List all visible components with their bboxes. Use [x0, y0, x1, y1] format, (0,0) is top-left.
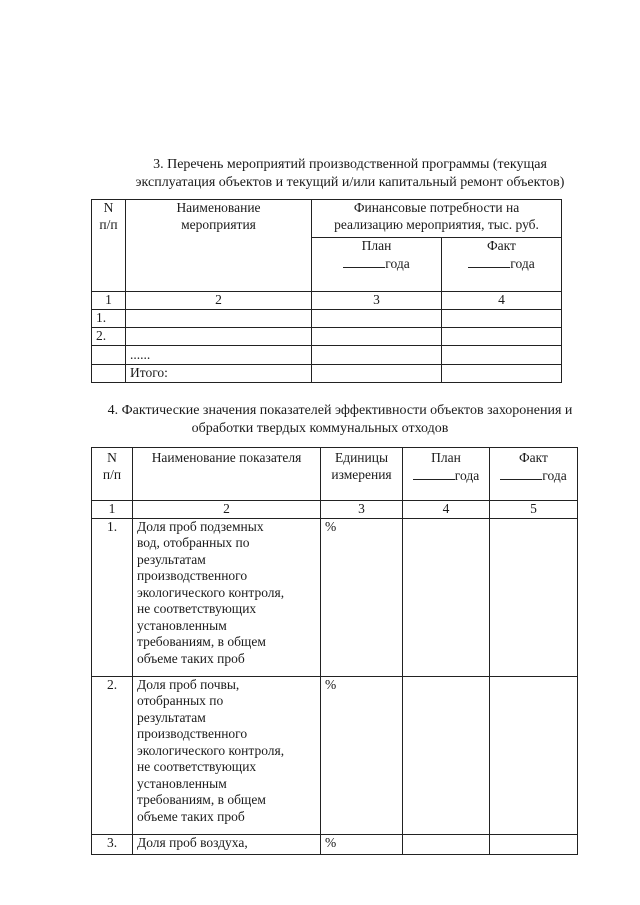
section4-title	[40, 402, 640, 438]
s3-header-financial: Финансовые потребности на реализацию мероприятия, тыс. руб.	[312, 200, 562, 238]
s3-col-number-row	[92, 292, 562, 310]
table-row	[92, 676, 578, 834]
s4-colnum: 5	[490, 501, 578, 519]
indicator-name: Доля проб почвы, отобранных по результатам производственного экологического контроля, не соответствующих установленным требованиям, в общем объеме таких проб	[133, 676, 321, 834]
indicator-name: Доля проб подземных вод, отобранных по результатам производственного экологического контроля, не соответствующих установленным требованиям, в общем объеме таких проб	[133, 518, 321, 676]
row-name	[126, 309, 312, 327]
s4-header-name: Наименование показателя	[133, 448, 321, 501]
s3-header-name: Наименование мероприятия	[126, 200, 312, 292]
table-row	[92, 309, 562, 327]
table-row	[92, 834, 578, 854]
s4-header-num: N п/п	[92, 448, 133, 501]
section3-title	[70, 156, 630, 192]
row-num: 2.	[92, 327, 126, 345]
row-num: 2.	[92, 676, 133, 834]
row-num	[92, 364, 126, 382]
row-num: 1.	[92, 518, 133, 676]
s3-header-plan: План года	[312, 238, 442, 292]
s4-header-fact: Факт года	[490, 448, 578, 501]
row-name	[126, 327, 312, 345]
plan-year-blank	[413, 467, 455, 480]
s3-header-fact: Факт года	[442, 238, 562, 292]
s3-colnum: 4	[442, 292, 562, 310]
section3-title-line1: 3. Перечень мероприятий производственной программы (текущая	[153, 157, 547, 172]
row-name: ......	[126, 345, 312, 364]
s3-header-num: N п/п	[92, 200, 126, 292]
s4-colnum: 2	[133, 501, 321, 519]
s3-colnum: 3	[312, 292, 442, 310]
section3-title-line2: эксплуатация объектов и текущий и/или капитальный ремонт объектов)	[135, 175, 565, 190]
total-label: Итого:	[126, 364, 312, 382]
s4-colnum: 3	[321, 501, 403, 519]
table-row	[92, 345, 562, 364]
indicator-name: Доля проб воздуха,	[133, 834, 321, 854]
s4-header-unit: Единицы измерения	[321, 448, 403, 501]
row-num: 1.	[92, 309, 126, 327]
s3-colnum: 2	[126, 292, 312, 310]
table-row	[92, 518, 578, 676]
section4-title-line1: 4. Фактические значения показателей эффективности объектов захоронения и	[107, 403, 573, 418]
row-num	[92, 345, 126, 364]
s4-colnum: 4	[403, 501, 490, 519]
plan-year-blank	[343, 255, 385, 268]
s4-col-number-row	[92, 501, 578, 519]
fact-year-blank	[468, 255, 510, 268]
row-num: 3.	[92, 834, 133, 854]
section3-table	[91, 199, 562, 383]
unit-value: %	[321, 518, 403, 676]
table-row	[92, 327, 562, 345]
s3-colnum: 1	[92, 292, 126, 310]
s4-header-plan: План года	[403, 448, 490, 501]
section4-table	[91, 447, 578, 855]
s4-colnum: 1	[92, 501, 133, 519]
unit-value: %	[321, 834, 403, 854]
table-row-total	[92, 364, 562, 382]
section4-title-line2: обработки твердых коммунальных отходов	[191, 421, 449, 436]
fact-year-blank	[500, 467, 542, 480]
unit-value: %	[321, 676, 403, 834]
